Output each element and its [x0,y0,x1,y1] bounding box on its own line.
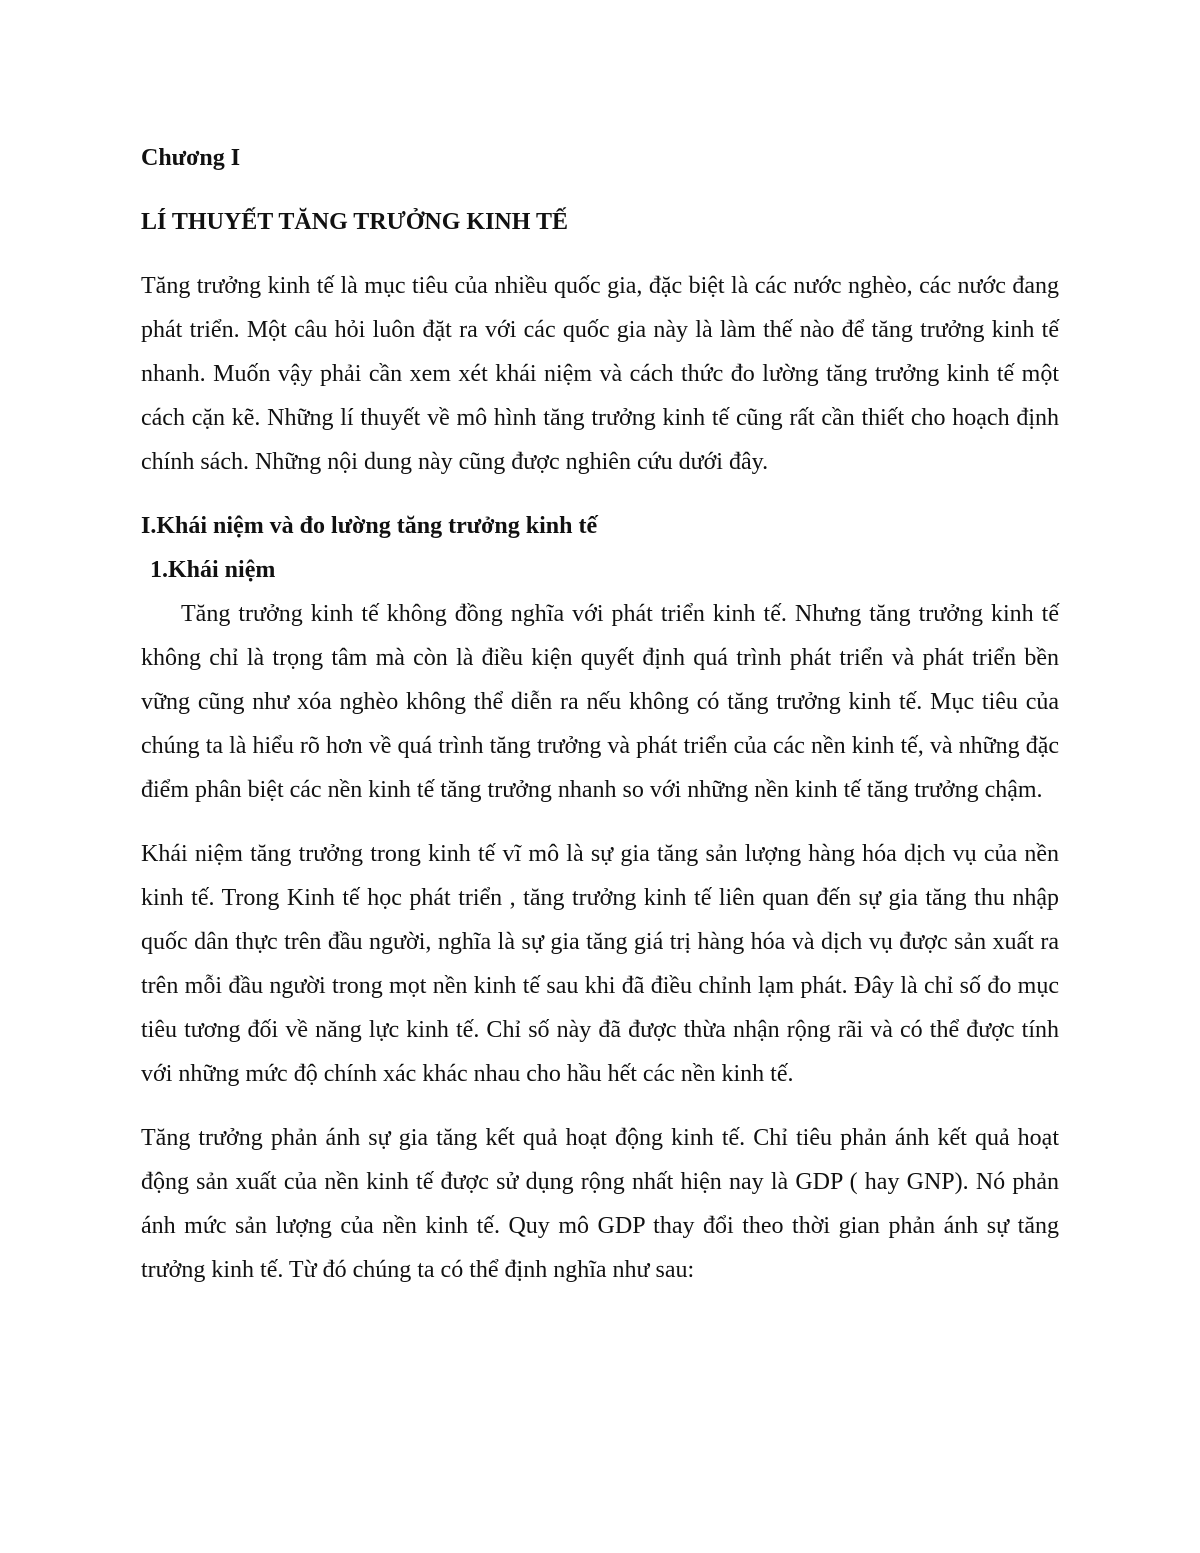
chapter-title: LÍ THUYẾT TĂNG TRƯỞNG KINH TẾ [141,209,569,235]
intro-paragraph: Tăng trưởng kinh tế là mục tiêu của nhiều quốc gia, đặc biệt là các nước nghèo, các nước đang phát triển. Một câu hỏi luôn đặt ra với các quốc gia này là làm thế nào để tăng trưởng kinh tế nhanh. Muốn vậy phải cần xem xét khái niệm và cách thức đo lường tăng trưởng kinh tế một cách cặn kẽ. Những lí thuyết về mô hình tăng trưởng kinh tế cũng rất cần thiết cho hoạch định chính sách. Những nội dung này cũng được nghiên cứu dưới đây. [141,273,1059,475]
section-heading: I.Khái niệm và đo lường tăng trưởng kinh tế [141,513,598,539]
subsection-heading: 1.Khái niệm [150,557,276,583]
chapter-label: Chương I [141,145,241,171]
body-paragraph-2: Khái niệm tăng trưởng trong kinh tế vĩ mô là sự gia tăng sản lượng hàng hóa dịch vụ của nền kinh tế. Trong Kinh tế học phát triển , tăng trưởng kinh tế liên quan đến sự gia tăng thu nhập quốc dân thực trên đầu người, nghĩa là sự gia tăng giá trị hàng hóa và dịch vụ được sản xuất ra trên mỗi đầu người trong mọt nền kinh tế sau khi đã điều chỉnh lạm phát. Đây là chỉ số đo mục tiêu tương đối về năng lực kinh tế. Chỉ số này đã được thừa nhận rộng rãi và có thể được tính với những mức độ chính xác khác nhau cho hầu hết các nền kinh tế. [141,841,1059,1087]
body-paragraph-3: Tăng trưởng phản ánh sự gia tăng kết quả hoạt động kinh tế. Chỉ tiêu phản ánh kết quả hoạt động sản xuất của nền kinh tế được sử dụng rộng nhất hiện nay là GDP ( hay GNP). Nó phản ánh mức sản lượng của nền kinh tế. Quy mô GDP thay đổi theo thời gian phản ánh sự tăng trưởng kinh tế. Từ đó chúng ta có thể định nghĩa như sau: [141,1125,1059,1283]
body-paragraph-1: Tăng trưởng kinh tế không đồng nghĩa với phát triển kinh tế. Nhưng tăng trưởng kinh tế không chỉ là trọng tâm mà còn là điều kiện quyết định quá trình phát triển và phát triển bền vững cũng như xóa nghèo không thể diễn ra nếu không có tăng trưởng kinh tế. Mục tiêu của chúng ta là hiểu rõ hơn về quá trình tăng trưởng và phát triển của các nền kinh tế, và những đặc điểm phân biệt các nền kinh tế tăng trưởng nhanh so với những nền kinh tế tăng trưởng chậm. [141,601,1059,803]
document-page [141,136,1059,1292]
